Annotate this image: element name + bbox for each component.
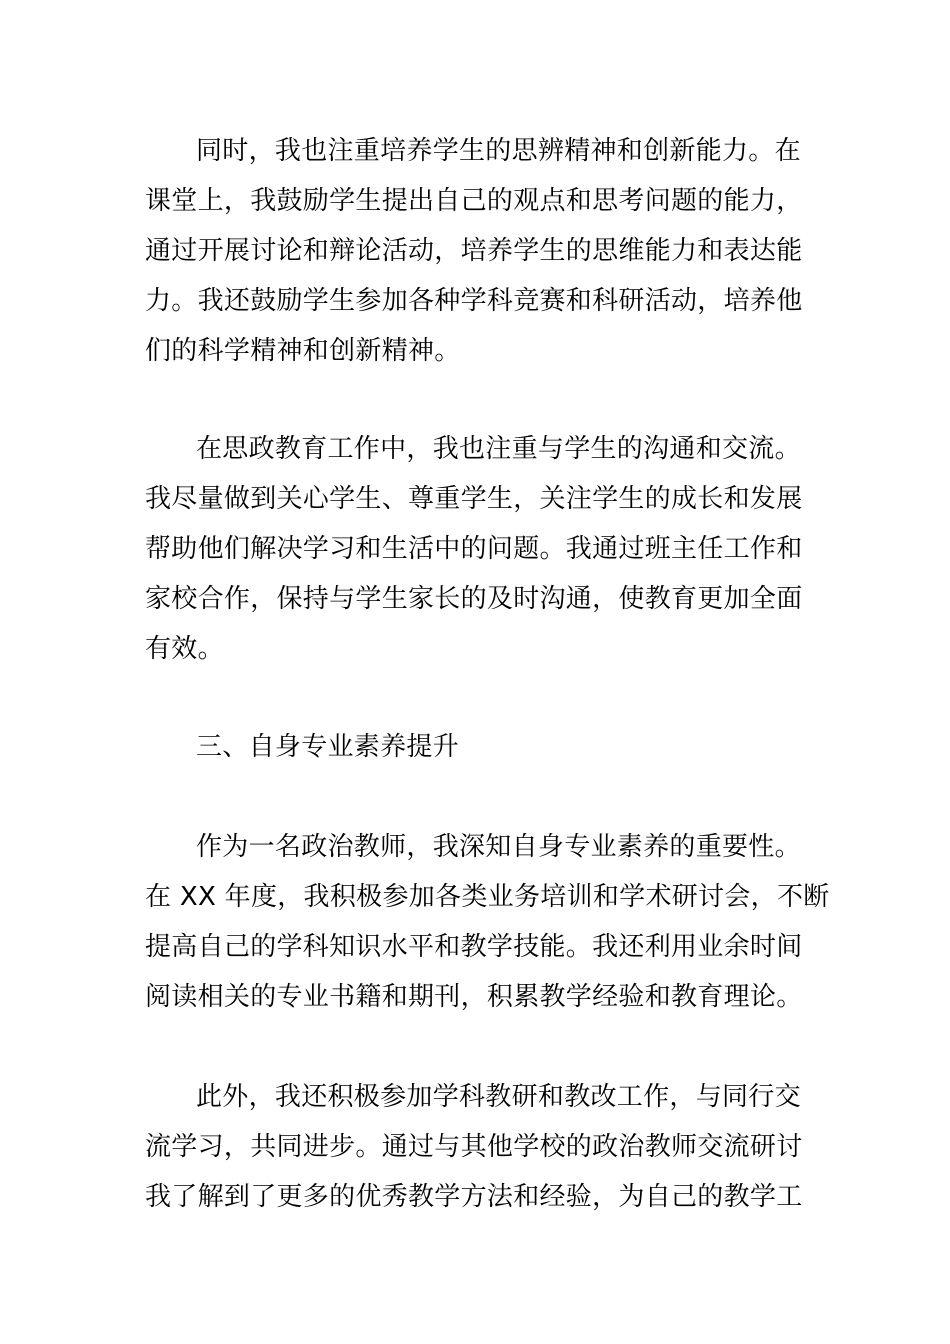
paragraph-1-line-3: 通过开展讨论和辩论活动，培养学生的思维能力和表达能 — [145, 236, 803, 266]
paragraph-3-line-1: 作为一名政治教师，我深知自身专业素养的重要性。 — [196, 832, 801, 862]
paragraph-3-line-3: 提高自己的学科知识水平和教学技能。我还利用业余时间 — [145, 932, 803, 962]
paragraph-3-line-2: 在 XX 年度，我积极参加各类业务培训和学术研讨会，不断 — [145, 882, 830, 912]
paragraph-3-line-4: 阅读相关的专业书籍和期刊，积累教学经验和教育理论。 — [145, 982, 803, 1012]
paragraph-2-line-3: 帮助他们解决学习和生活中的问题。我通过班主任工作和 — [145, 534, 803, 564]
paragraph-4-line-1: 此外，我还积极参加学科教研和教改工作，与同行交 — [196, 1082, 801, 1112]
section-heading: 三、自身专业素养提升 — [196, 732, 460, 762]
paragraph-1-line-5: 们的科学精神和创新精神。 — [145, 336, 461, 366]
paragraph-1-line-2: 课堂上，我鼓励学生提出自己的观点和思考问题的能力， — [145, 186, 803, 216]
paragraph-4-line-3: 我了解到了更多的优秀教学方法和经验，为自己的教学工 — [145, 1182, 803, 1212]
paragraph-2-line-1: 在思政教育工作中，我也注重与学生的沟通和交流。 — [196, 434, 801, 464]
paragraph-1-line-4: 力。我还鼓励学生参加各种学科竞赛和科研活动，培养他 — [145, 286, 803, 316]
paragraph-2-line-4: 家校合作，保持与学生家长的及时沟通，使教育更加全面 — [145, 584, 803, 614]
paragraph-2-line-5: 有效。 — [145, 634, 224, 664]
paragraph-1-line-1: 同时，我也注重培养学生的思辨精神和创新能力。在 — [196, 136, 801, 166]
paragraph-2-line-2: 我尽量做到关心学生、尊重学生，关注学生的成长和发展 — [145, 484, 803, 514]
paragraph-4-line-2: 流学习，共同进步。通过与其他学校的政治教师交流研讨 — [145, 1132, 803, 1162]
